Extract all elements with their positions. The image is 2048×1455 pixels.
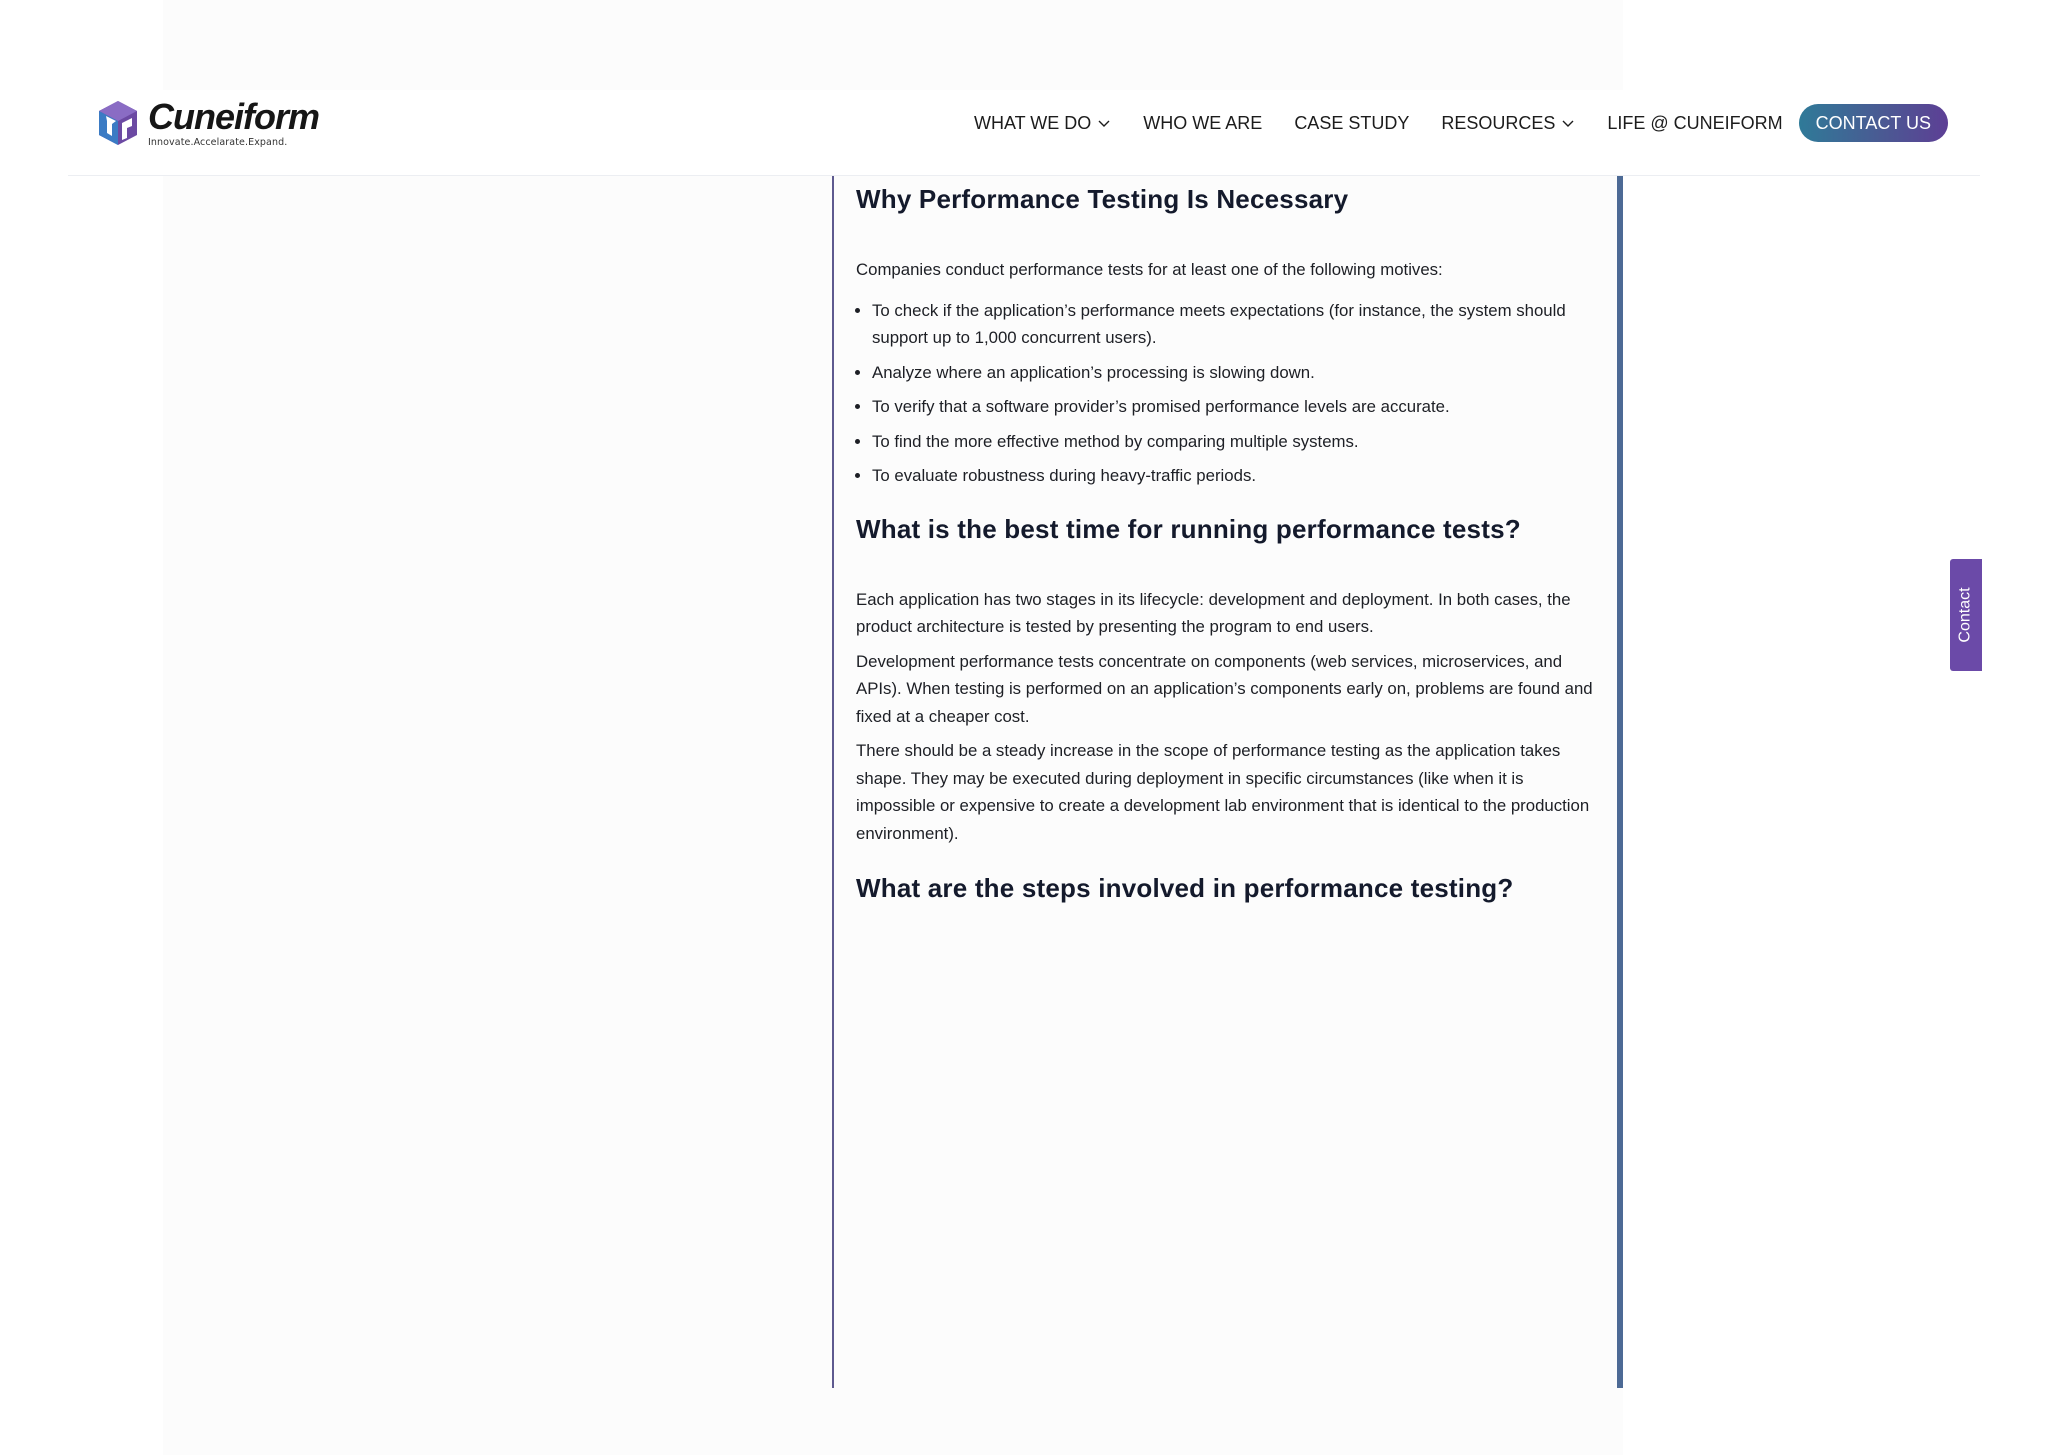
site-header [68,90,1980,176]
chevron-down-icon [1097,116,1111,130]
list-item: • To verify that a software provider’s promised performance levels are accurate. [872,393,1598,421]
nav-item-who-we-are[interactable] [1143,113,1262,134]
nav-item-label: RESOURCES [1441,112,1556,133]
nav-item-case-study[interactable] [1294,113,1409,134]
list-item: • To evaluate robustness during heavy-traffic periods. [872,462,1598,490]
side-contact-tab[interactable] [1950,559,1982,671]
chevron-down-icon [1561,116,1575,130]
nav-item-label: LIFE @ CUNEIFORM [1607,112,1783,133]
nav-item-resources[interactable] [1441,113,1575,134]
motives-list [856,297,1598,490]
nav-item-life-at-cuneiform[interactable] [1607,113,1782,134]
list-item: • To find the more effective method by comparing multiple systems. [872,428,1598,456]
nav-item-label: CASE STUDY [1294,112,1410,133]
list-item: • To check if the application’s performance meets expectations (for instance, the system should support up to 1,000 concurrent users). [872,297,1598,352]
paragraph-development-tests: Development performance tests concentrate on components (web services, microservices, and APIs). When testing is performed on an application’s components early on, problems are found and fixed at a cheaper cost. [856,651,1593,726]
article-content [856,176,1598,905]
heading-why-performance-testing: Why Performance Testing Is Necessary [856,184,1349,214]
logo-name: Cuneiform [148,95,319,137]
nav-item-what-we-do[interactable] [974,113,1111,134]
heading-best-time: What is the best time for running performance tests? [856,513,1521,544]
logo-text [148,95,319,148]
intro-paragraph: Companies conduct performance tests for at least one of the following motives: [856,260,1443,280]
nav-item-label: WHO WE ARE [1143,112,1263,133]
contact-us-button[interactable]: CONTACT US [1799,104,1948,142]
paragraph-scope-increase: There should be a steady increase in the scope of performance testing as the application takes shape. They may be executed during deployment in specific circumstances (like when it is impossible or expensive to create a development lab environment that is identical to the production environment). [856,741,1590,843]
article-left-border [832,176,834,1388]
logo-tagline: Innovate.Accelarate.Expand. [148,136,288,148]
heading-steps: What are the steps involved in performance testing? [856,873,1514,904]
list-item: • Analyze where an application’s processing is slowing down. [872,359,1598,387]
logo[interactable] [98,95,319,148]
nav-item-label: WHAT WE DO [973,112,1092,133]
side-contact-tab-label: Contact [1957,587,1975,643]
article-right-border [1617,176,1623,1388]
cuneiform-cube-icon [98,100,138,146]
main-nav [974,104,1948,142]
paragraph-lifecycle: Each application has two stages in its lifecycle: development and deployment. In both cases, the product architecture is tested by presenting the program to end users. [856,589,1571,637]
